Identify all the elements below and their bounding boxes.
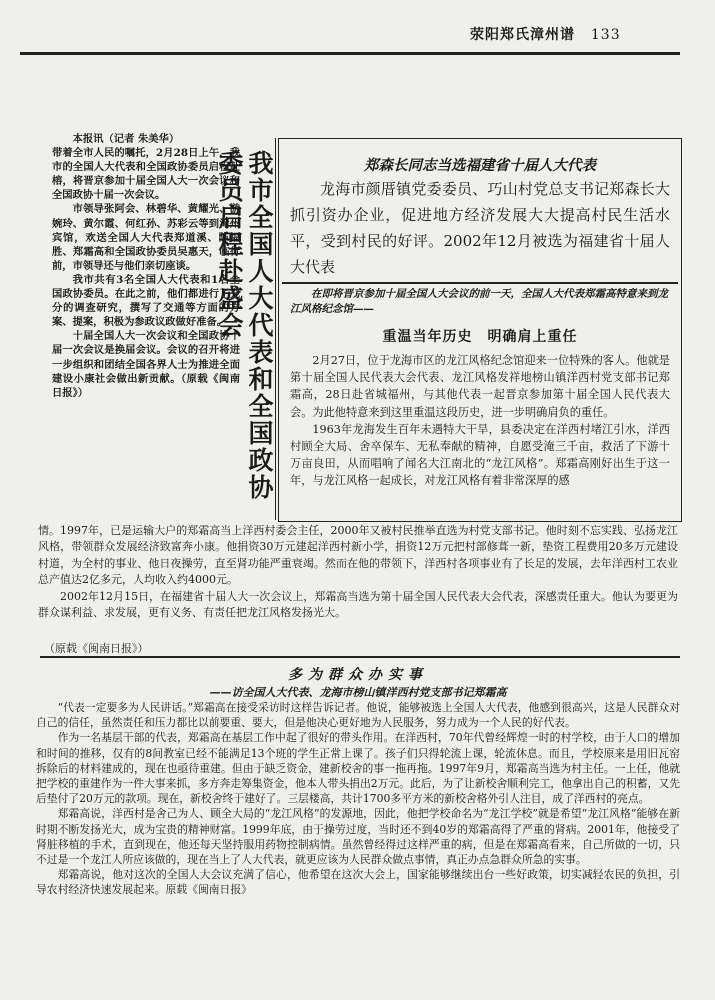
top-right-article-title: 郑森长同志当选福建省十届人大代表 <box>364 157 596 174</box>
left-article-paragraph: 带着全市人民的嘱托，2月28日上午，我市的全国人大代表和全国政协委员启程赴榕，将晋京参加十届全国人大一次会议和全国政协十届一次会议。 <box>52 147 240 202</box>
mid-article-paragraph: 2月27日，位于龙海市区的龙江风格纪念馆迎来一位特殊的客人。他就是第十届全国人民代表大会代表、龙江风格发祥地榜山镇洋西村党支部书记郑霜高，28日赴省城福州，与其他代表一起晋京参加第十届全国人民代表大会。为此他特意来到这里重温这段历史，进一步明确肩负的重任。 <box>290 354 670 419</box>
mid-article-body <box>290 352 670 490</box>
bottom-article-paragraph: 郑霜高说，洋西村是舍己为人、顾全大局的“龙江风格”的发源地，因此，他把学校命名为“龙江学校”就是希望“龙江风格”能够在新时期不断发扬光大，成为宝贵的精神财富。1999年底，由于操劳过度，当时还不到40岁的郑霜高得了严重的肾病。2001年，他接受了肾脏移植的手术，直到现在，他还每天坚持服用药物控制病情。虽然曾经得过这样严重的病，但是在郑霜高看来，自己所做的一切，只不过是一个龙江人所应该做的，现在当上了人大代表，就更应该为人民群众做点事情，真正办点急群众所急的实事。 <box>36 807 680 867</box>
bottom-article-paragraph: “代表一定要多为人民讲话。”郑霜高在接受采访时这样告诉记者。他说，能够被选上全国人大代表，他感到很高兴，这是人民群众对自己的信任，虽然责任和压力都比以前要重、要大，但是他决心更好地为人民服务，努力成为一个人民的好代表。 <box>36 701 680 730</box>
left-article-title: 我市全国人大代表和全国政协委员启程赴盛会 <box>215 150 274 501</box>
mid-article-paragraph: 1963年龙海发生百年未遇特大干旱，县委决定在洋西村堵江引水，洋西村顾全大局、舍卒保车、无私奉献的精神，自愿受淹三千亩，救活了下游十万亩良田，从而唱响了闻名大江南北的“龙江风格”。郑霜高刚好出生于这一年，与龙江风格一起成长，对龙江风格有着非常深厚的感 <box>290 422 670 488</box>
left-article-paragraph: 我市共有3名全国人大代表和1名全国政协委员。在此之前，他们都进行了充分的调查研究，撰写了交通等方面的方案、提案，积极为参政议政做好准备。 <box>52 273 240 329</box>
left-article-paragraph: 十届全国人大一次会议和全国政协十届一次会议是换届会议。会议的召开将进一步组织和团结全国各界人士为推进全面建设小康社会做出新贡献。（原载《闽南日报》） <box>52 330 240 399</box>
continuation-paragraph: 2002年12月15日，在福建省十届人大一次会议上，郑霜高当选为第十届全国人民代表大会代表，深感责任重大。他认为要更为群众谋利益、求发展，更有义务、有责任把龙江风格发扬光大。 <box>38 589 678 620</box>
mid-article-title: 重温当年历史 明确肩上重任 <box>382 329 578 345</box>
continuation-source: （原载《闽南日报》） <box>44 642 149 655</box>
left-article-byline: 本报讯（记者 朱美华） <box>72 133 180 145</box>
bottom-article-title: 多为群众办实事 <box>288 667 428 683</box>
mid-article-intro: 在即将晋京参加十届全国人大会议的前一天，全国人大代表郑霜高特意来到龙江风格纪念馆—— <box>290 288 668 315</box>
page-number: 133 <box>590 27 621 43</box>
bottom-article-paragraph: 作为一名基层干部的代表，郑霜高在基层工作中起了很好的带头作用。在洋西村，70年代曾经辉煌一时的村学校，由于人口的增加和时间的推移，仅有的8间教室已经不能满足13个班的学生正常上课了。孩子们只得轮流上课，轮流休息。而且，学校原来是用旧瓦窑拆除后的材料建成的，现在也亟待重建。但由于缺乏资金，建新校舍的事一拖再拖。1997年9月，郑霜高当选为村主任。一上任，他就把学校的重建作为一件大事来抓，多方奔走筹集资金，他本人带头捐出2万元。此后，为了让新校舍顺利完工，他拿出自己的积蓄，又先后垫付了20万元的款项。现在，新校舍终于建好了。三层楼高，共计1700多平方米的新校舍格外引人注目，成了洋西村的亮点。 <box>36 731 680 806</box>
column-divider <box>275 138 276 520</box>
continuation-body <box>38 523 678 621</box>
top-right-article-body: 龙海市颜厝镇党委委员、巧山村党总支书记郑森长大抓引资办企业，促进地方经济发展大大提高村民生活水平，受到村民的好评。2002年12月被选为福建省十届人大代表 <box>290 180 670 276</box>
header-rule <box>20 52 680 55</box>
article-divider <box>40 656 680 658</box>
left-article-body <box>52 132 240 400</box>
bottom-article-paragraph: 郑霜高说，他对这次的全国人大会议充满了信心，他希望在这次大会上，国家能够继续出台一些好政策，切实减轻农民的负担，引导农村经济快速发展起来。原载《闽南日报》 <box>36 868 680 897</box>
left-article-paragraph: 市领导张阿会、林碧华、黄耀光、游婉玲、黄尔霞、何红孙、苏彩云等到漳州宾馆，欢送全国人大代表郑道溪、陈福胜、郑霜高和全国政协委员吴惠天，临行前，市领导还与他们亲切座谈。 <box>52 203 240 272</box>
bottom-article-subtitle: ——访全国人大代表、龙海市榜山镇洋西村党支部书记郑霜高 <box>209 686 507 699</box>
article-divider <box>282 282 678 284</box>
running-header <box>470 24 621 44</box>
continuation-paragraph: 情。1997年，已是运输大户的郑霜高当上洋西村委会主任，2000年又被村民推举直选为村党支部书记。他时刻不忘实践、弘扬龙江风格，带领群众发展经济致富奔小康。他捐资30万元建起洋西村新小学，捐资12万元把村部修葺一新，垫资工程费用20多万元建设村道，为全村的事业、他日夜操劳，直至肾功能严重衰竭。然而在他的带领下，洋西村各项事业有了长足的发展，去年洋西村工农业总产值达2亿多元，人均收入约4000元。 <box>38 524 678 587</box>
bottom-article-body <box>36 700 680 898</box>
running-title: 荥阳郑氏漳州谱 <box>470 27 575 43</box>
